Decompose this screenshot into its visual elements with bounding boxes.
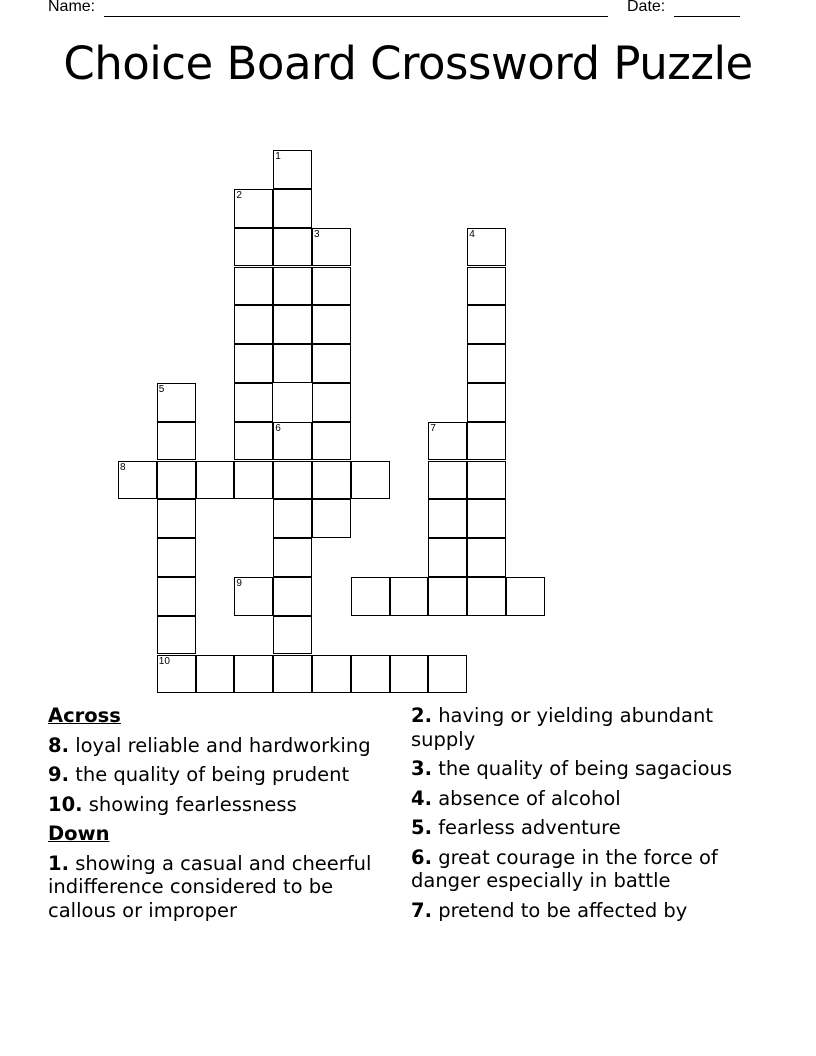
clue-across-8 xyxy=(48,734,403,758)
clue-text: loyal reliable and hardworking xyxy=(75,733,371,757)
down-heading: Down xyxy=(48,822,110,845)
grid-cell[interactable] xyxy=(467,422,506,461)
grid-cell[interactable] xyxy=(234,383,273,422)
grid-cell[interactable] xyxy=(312,461,351,500)
page-title: Choice Board Crossword Puzzle xyxy=(63,37,753,90)
grid-cell[interactable] xyxy=(273,267,312,306)
grid-cell[interactable] xyxy=(351,577,390,616)
grid-cell[interactable] xyxy=(467,267,506,306)
clue-number-label: 8 xyxy=(120,461,126,473)
date-label: Date: xyxy=(627,0,666,15)
name-label: Name: xyxy=(48,0,96,15)
clue-number-label: 5 xyxy=(158,383,165,395)
grid-cell[interactable] xyxy=(118,461,157,500)
clue-number: 9. xyxy=(48,763,69,786)
grid-cell[interactable] xyxy=(467,499,506,538)
grid-cell[interactable] xyxy=(312,344,351,383)
clue-text: absence of alcohol xyxy=(438,786,621,810)
clue-number-label: 2 xyxy=(236,189,242,201)
grid-cell[interactable] xyxy=(196,655,235,694)
clue-down-6 xyxy=(411,846,761,893)
clue-text: showing fearlessness xyxy=(88,792,297,816)
date-field[interactable] xyxy=(674,16,740,17)
grid-cell[interactable] xyxy=(157,499,196,538)
grid-cell[interactable] xyxy=(390,577,429,616)
across-heading: Across xyxy=(48,704,121,727)
clue-number: 2. xyxy=(411,704,432,727)
grid-cell[interactable] xyxy=(273,150,312,189)
clue-text: fearless adventure xyxy=(438,816,621,839)
clue-number: 6. xyxy=(411,845,432,869)
grid-cell[interactable] xyxy=(273,305,312,344)
name-date-header xyxy=(0,0,816,24)
clues-column-right xyxy=(411,704,761,928)
clue-down-7 xyxy=(411,899,761,923)
grid-cell[interactable] xyxy=(273,616,312,655)
clue-text: great courage in the force of danger especially in battle xyxy=(411,845,718,892)
grid-cell[interactable] xyxy=(390,655,429,694)
grid-cell[interactable] xyxy=(157,538,196,577)
clue-number-label: 10 xyxy=(158,655,170,667)
grid-cell[interactable] xyxy=(312,305,351,344)
clue-down-2 xyxy=(411,704,761,751)
grid-cell[interactable] xyxy=(467,344,506,383)
clue-number-label: 3 xyxy=(314,228,320,240)
grid-cell[interactable] xyxy=(351,461,390,500)
clue-number-label: 7 xyxy=(430,422,436,434)
clue-text: having or yielding abundant supply xyxy=(411,704,714,751)
grid-cell[interactable] xyxy=(273,499,312,538)
clue-text: pretend to be affected by xyxy=(438,898,688,922)
grid-cell[interactable] xyxy=(273,461,312,500)
clue-number: 4. xyxy=(411,786,432,810)
grid-cell[interactable] xyxy=(273,577,312,616)
grid-cell[interactable] xyxy=(506,577,545,616)
grid-cell[interactable] xyxy=(467,538,506,577)
grid-cell[interactable] xyxy=(234,228,273,267)
grid-cell[interactable] xyxy=(234,189,273,228)
grid-cell[interactable] xyxy=(157,616,196,655)
clue-number-label: 4 xyxy=(469,228,475,240)
grid-cell[interactable] xyxy=(312,228,351,267)
grid-cell[interactable] xyxy=(234,344,273,383)
grid-cell[interactable] xyxy=(467,228,506,267)
grid-cell[interactable] xyxy=(157,655,196,694)
grid-cell[interactable] xyxy=(234,577,273,616)
clue-text: the quality of being sagacious xyxy=(438,757,733,780)
grid-cell[interactable] xyxy=(196,461,235,500)
grid-cell[interactable] xyxy=(428,577,467,616)
clue-text: the quality of being prudent xyxy=(75,763,350,786)
clue-number: 1. xyxy=(48,851,69,875)
clue-number-label: 6 xyxy=(275,422,281,434)
grid-cell[interactable] xyxy=(312,655,351,694)
clue-down-5 xyxy=(411,816,761,840)
clue-number-label: 9 xyxy=(236,577,242,589)
clue-down-1 xyxy=(48,852,403,923)
name-field[interactable] xyxy=(104,16,608,17)
grid-cell[interactable] xyxy=(273,422,312,461)
grid-cell[interactable] xyxy=(157,383,196,422)
clue-number: 5. xyxy=(411,816,432,839)
grid-cell[interactable] xyxy=(157,461,196,500)
grid-cell[interactable] xyxy=(312,267,351,306)
clue-number: 10. xyxy=(48,792,83,816)
grid-cell[interactable] xyxy=(467,461,506,500)
grid-cell[interactable] xyxy=(234,422,273,461)
clues-column-left xyxy=(48,704,403,928)
clue-number-label: 1 xyxy=(275,151,281,163)
clue-number: 8. xyxy=(48,733,69,757)
grid-cell[interactable] xyxy=(157,577,196,616)
grid-cell[interactable] xyxy=(312,499,351,538)
grid-cell[interactable] xyxy=(428,655,467,694)
grid-cell[interactable] xyxy=(234,655,273,694)
grid-cell[interactable] xyxy=(467,577,506,616)
grid-cell[interactable] xyxy=(428,499,467,538)
clue-across-10 xyxy=(48,793,403,817)
grid-cell[interactable] xyxy=(234,267,273,306)
grid-cell[interactable] xyxy=(351,655,390,694)
grid-cell[interactable] xyxy=(234,461,273,500)
clue-number: 7. xyxy=(411,898,432,922)
grid-cell[interactable] xyxy=(467,383,506,422)
grid-cell[interactable] xyxy=(428,422,467,461)
grid-cell[interactable] xyxy=(312,422,351,461)
clue-number: 3. xyxy=(411,757,432,780)
grid-cell[interactable] xyxy=(273,228,312,267)
grid-cell[interactable] xyxy=(467,305,506,344)
grid-cell[interactable] xyxy=(273,344,312,383)
grid-cell[interactable] xyxy=(234,305,273,344)
grid-cell[interactable] xyxy=(312,383,351,422)
grid-cell[interactable] xyxy=(273,538,312,577)
grid-cell[interactable] xyxy=(273,189,312,228)
grid-cell[interactable] xyxy=(157,422,196,461)
clue-text: showing a casual and cheerful indifference considered to be callous or improper xyxy=(48,851,372,922)
clue-down-4 xyxy=(411,787,761,811)
clue-down-3 xyxy=(411,757,761,781)
clue-across-9 xyxy=(48,763,403,787)
grid-cell[interactable] xyxy=(273,655,312,694)
grid-cell[interactable] xyxy=(428,538,467,577)
grid-cell[interactable] xyxy=(428,461,467,500)
